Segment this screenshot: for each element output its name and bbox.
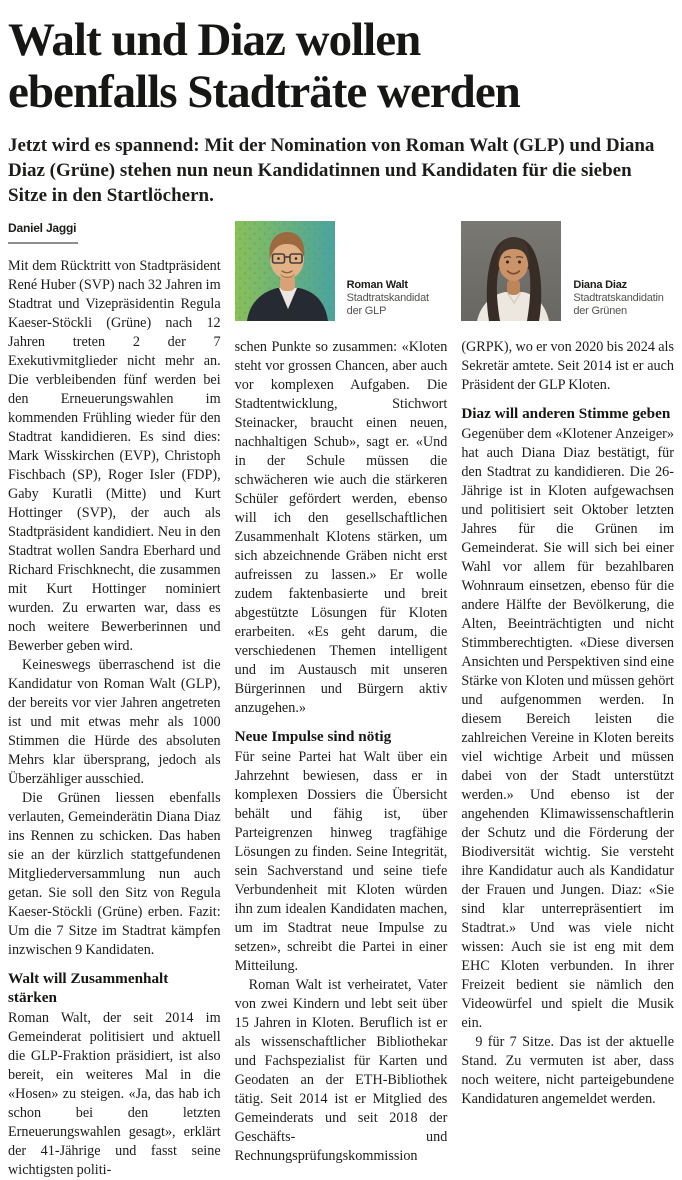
body-paragraph: Für seine Partei hat Walt über ein Jahrzehnt bewiesen, dass er in komplexen Dossiers die Übersicht behält und fähig ist, über Parteigrenzen hinweg tragfähige Lösungen zu finden. Seine Integrität, sein Sachverstand und seine tiefe Verbundenheit mit Kloten würden ihn zum idealen Kandidaten machen, um im Stadtrat neue Impulse zu setzen», schreibt die Partei in einer Mitteilung. [234,749,448,974]
roman-walt-photo [235,221,335,321]
headline-line-2: ebenfalls Stadträte werden [8,66,520,118]
body-paragraph: Gegenüber dem «Klotener Anzeiger» hat auch Diana Diaz bestätigt, für den Stadtrat zu kandidieren. Die 26-Jährige ist in Kloten aufgewachsen und politisiert seit Oktober letzten Jahres für die Grünen im Gemeinderat. Sie will sich bei einer Wahl vor allem für bezahlbaren Wohnraum einsetzen, ebenso für die andere Hälfte der Bevölkerung, die Alten, Beeinträchtigten und nicht Stimmberechtigten. «Diese diversen Ansichten und Perspektiven sind eine Stärke von Kloten und müssen gehört und aufgenommen werden. In diesem Bereich leisten die zahlreichen Vereine in Kloten bereits viel wichtige Arbeit und müssen dabei von der Stadt unterstützt werden.» Und ebenso ist der angehenden Klimawissenschaftlerin der Schutz und die Förderung der Biodiversität wichtig. Sie versteht ihre Kandidatur auch als Kandidatur der Frauen und Jungen. Diaz: «Sie sind klar unterrepräsentiert im Stadtrat.» Und was viele nicht wissen: Auch sie ist eng mit dem EHC Kloten verbunden. In ihrer Freizeit bedient sie nämlich den Videowürfel und spielt die Musik ein. [461,426,674,1031]
body-paragraph: Mit dem Rücktritt von Stadtpräsident René Huber (SVP) nach 32 Jahren im Stadtrat und Vizepräsidentin Regula Kaeser-Stöckli (Grüne) nach 12 Jahren treten 2 der 7 Exekutivmitglieder nicht mehr an. Die verbleibenden fünf werden bei den Erneuerungswahlen im kommenden Frühling wieder für den Stadtrat kandidieren. Es sind dies: Mark Wisskirchen (EVP), Christoph Fischbach (SP), Roger Isler (FDP), Gaby Kuratli (Mitte) und Kurt Hottinger (SVP), der auch als Stadtpräsident kandidiert. Neu in den Stadtrat wollen Sandra Eberhard und Richard Frischknecht, die zusammen mit Kurt Hottinger nominiert wurden. Zu erwarten war, dass es noch weitere Bewerberinnen und Bewerber geben wird. [8,258,221,654]
person-role: Stadtratskandidat [346,292,429,304]
body-paragraph: Roman Walt, der seit 2014 im Gemeinderat politisiert und aktuell die GLP-Fraktion präsidiert, ist also bereit, ein weiteres Mal in die «Hosen» zu steigen. «Ja, das hab ich schon bei den letzten Erneuerungswahlen gesagt», erklärt der 41-Jährige und fasst seine wichtigsten politi- [8,1010,221,1178]
diana-diaz-photo [461,221,561,321]
section-subhead: Neue Impulse sind nötig [234,728,392,745]
person-party: der GLP [346,305,387,317]
portrait-diana-diaz [461,221,674,321]
body-paragraph: Keineswegs überraschend ist die Kandidatur von Roman Walt (GLP), der bereits vor vier Jahren angetreten ist und mit etwas mehr als 1000 Stimmen die Hürde des absoluten Mehrs klar übersprang, jedoch als Überzähliger ausschied. [8,657,221,787]
page-title [8,14,674,118]
section-subhead: Diaz will anderen Stimme geben [461,405,671,422]
column-1 [8,221,221,1180]
column-2 [235,221,448,1180]
body-paragraph: Roman Walt ist verheiratet, Vater von zwei Kindern und lebt seit über 15 Jahren in Kloten. Beruflich ist er als wissenschaftlicher Bibliothekar und Fachspezialist für Karten und Geodaten an der ETH-Bibliothek tätig. Seit 2014 ist er Mitglied des Gemeinderats und seit 2018 der Geschäfts- und Rechnungsprüfungskommission [234,977,448,1164]
photo-caption-walt [347,279,429,321]
column-3 [461,221,674,1180]
body-paragraph: Die Grünen liessen ebenfalls verlauten, Gemeinderätin Diana Diaz ins Rennen zu schicken. Das haben sie an der kürzlich stattgefundenen Mitgliederversammlung nun auch getan. Sie soll den Sitz von Regula Kaeser-Stöckli (Grüne) erben. Fazit: Um die 7 Sitze im Stadtrat kämpfen inzwischen 9 Kandidaten. [8,790,221,958]
person-name: Diana Diaz [573,279,627,291]
section-subhead: Walt will Zusammenhalt stärken [8,970,169,1006]
article-body [8,221,674,1180]
photo-caption-diaz [573,279,663,321]
body-paragraph: schen Punkte so zusammen: «Kloten steht vor grossen Chancen, aber auch vor komplexen Aufgaben. Die Stadtentwicklung, Stichwort Steinacker, braucht einen neuen, nachhaltigen Schub», sagt er. «Und in der Schule müssen die schwächeren wie auch die stärkeren Schüler gefördert werden, ebenso will ich den gesellschaftlichen Zusammenhalt Klotens stärken, um sich abzeichnende Gräben nicht erst aufreissen zu lassen.» Er wolle zudem faktenbasierte und breit abgestützte Lösungen für Kloten erarbeiten. «Es geht darum, die verschiedenen Themen intelligent und im Austausch mit unseren Bürgerinnen und Bürgern aktiv anzugehen.» [234,339,448,716]
portrait-roman-walt [235,221,448,321]
person-role: Stadtratskandidatin [573,292,664,304]
byline-divider [8,242,78,244]
byline: Daniel Jaggi [8,221,77,235]
body-paragraph: (GRPK), wo er von 2020 bis 2024 als Sekretär amtete. Seit 2014 ist er auch Präsident der GLP Kloten. [461,339,674,393]
person-name: Roman Walt [346,279,408,291]
headline-line-1: Walt und Diaz wollen [8,14,421,66]
person-party: der Grünen [573,305,627,317]
article-lead: Jetzt wird es spannend: Mit der Nomination von Roman Walt (GLP) und Diana Diaz (Grüne) stehen nun neun Kandidatinnen und Kandidaten für die sieben Sitze in den Startlöchern. [8,135,655,206]
body-paragraph: 9 für 7 Sitze. Das ist der aktuelle Stand. Zu vermuten ist aber, dass noch weitere, nicht parteigebundene Kandidaturen angemeldet werden. [461,1034,674,1107]
